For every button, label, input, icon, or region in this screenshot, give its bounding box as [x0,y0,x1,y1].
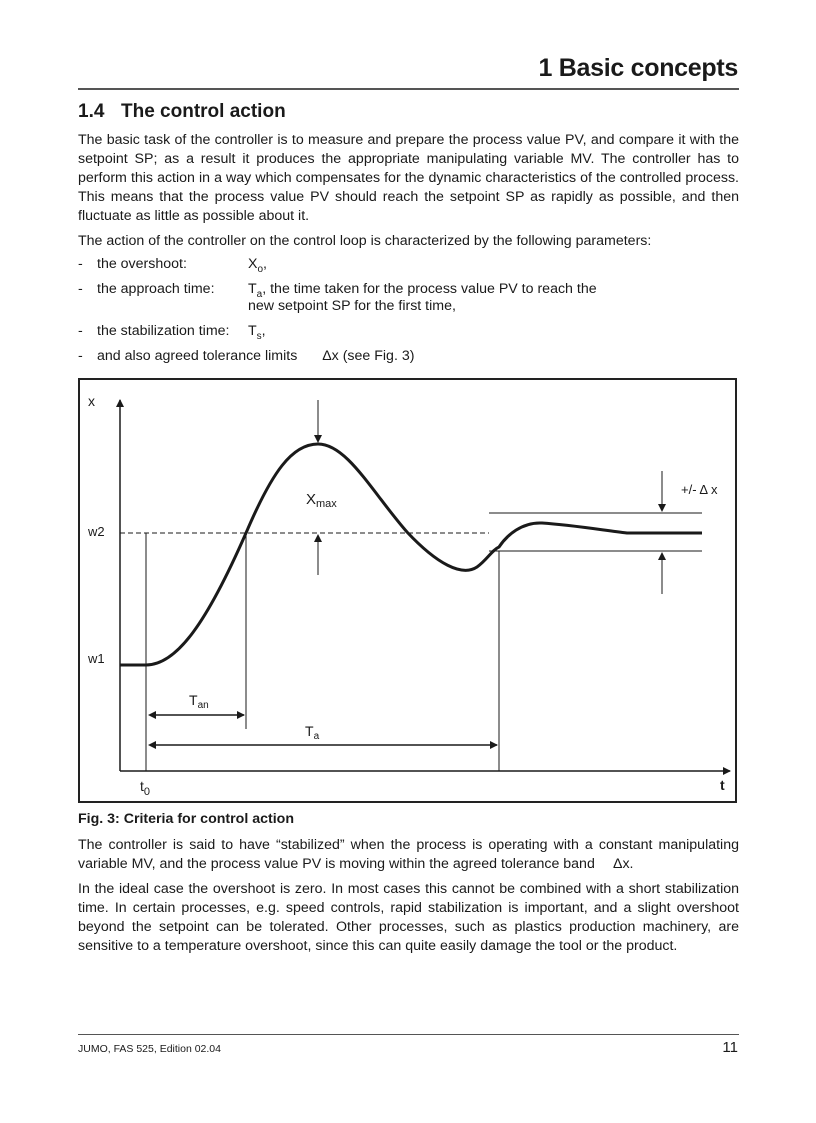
t0-label: $t_0$ [140,778,151,798]
ta-label: $T_a$ [305,723,320,742]
section-heading [78,101,286,123]
chapter-title: 1 Basic concepts [538,54,738,82]
page-number: 11 [722,1039,738,1056]
params-intro-paragraph: The action of the controller on the control loop is characterized by the following parameters: [78,233,652,249]
ideal-case-paragraph: In the ideal case the overshoot is zero. In most cases this cannot be combined with a short stabilization time. In certain processes, e.g. speed controls, rapid stabilization is important, and a slight overshoot beyond the setpoint can be tolerated. Other processes, such as plastics production machinery, are sensitive to a temperature overshoot, since this can quite easily damage the tool or the product. [78,881,739,954]
figure-control-action [78,378,737,803]
w2-label: w2 [88,524,105,539]
response-curve [120,444,702,665]
x-axis-label: t [720,777,725,793]
tan-label: $T_{an}$ [189,692,209,711]
footer-rule [78,1034,739,1035]
intro-paragraph: The basic task of the controller is to measure and prepare the process value PV, and compare it with the setpoint SP; as a result it produces the appropriate manipulating variable MV. The controller has to perform this action in a way which compensates for the dynamic characteristics of the controlled process. This means that the process value PV should reach the setpoint SP as rapidly as possible, and then fluctuate as little as possible about it. [78,132,739,224]
section-title: The control action [121,101,286,122]
header-rule [78,88,739,90]
control-response-chart [80,380,739,805]
y-axis-label: x [88,393,95,409]
w1-label: w1 [88,651,105,666]
xmax-label: $X_{max}$ [306,491,337,510]
footer-publication: JUMO, FAS 525, Edition 02.04 [78,1043,221,1055]
tolerance-label: +/- Δ x [681,482,718,497]
figure-caption: Fig. 3: Criteria for control action [78,811,294,827]
section-number: 1.4 [78,101,105,122]
stabilized-paragraph: The controller is said to have “stabilized” when the process is operating with a constant manipulating variable MV, and the process value PV is moving within the agreed tolerance band Δx. [78,837,739,872]
